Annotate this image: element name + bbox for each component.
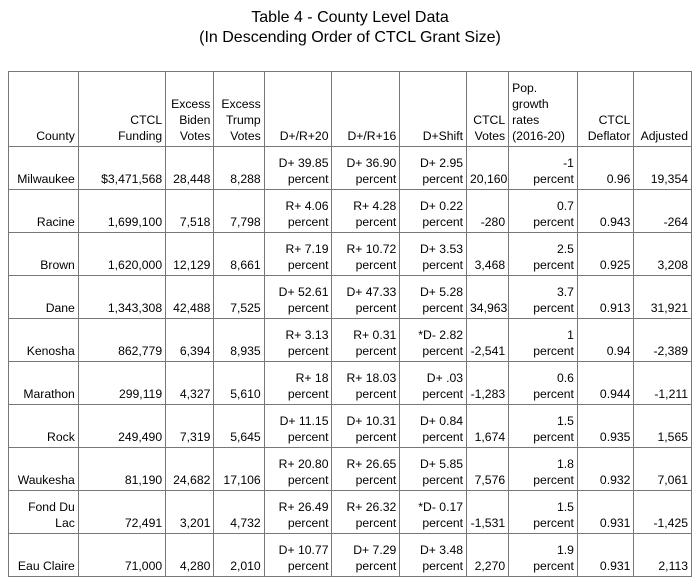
county-header	[9, 72, 79, 147]
pop-growth-rate-cell: 1.5 percent	[509, 405, 578, 448]
ctcl-votes-cell: 7,576	[467, 448, 509, 491]
excess-biden-votes-header-label: Excess Biden Votes	[171, 97, 211, 143]
ctcl-votes-header	[467, 72, 509, 147]
d-r-20-cell: D+ 11.15 percent	[264, 405, 332, 448]
county-header-label: County	[36, 129, 75, 143]
pop-growth-rate-cell: 0.7 percent	[509, 190, 578, 233]
excess-biden-votes-cell: 12,129	[166, 233, 214, 276]
county-cell: Kenosha	[9, 319, 79, 362]
pop-growth-rate-cell: 1.8 percent	[509, 448, 578, 491]
pop-growth-rate-cell: 3.7 percent	[509, 276, 578, 319]
excess-trump-votes-cell: 8,661	[214, 233, 264, 276]
excess-trump-votes-cell: 5,610	[214, 362, 264, 405]
d-r-20-header	[264, 72, 332, 147]
d-r-16-cell: D+ 10.31 percent	[332, 405, 400, 448]
ctcl-votes-cell: 34,963	[467, 276, 509, 319]
ctcl-deflator-cell: 0.931	[577, 491, 633, 534]
county-cell: Brown	[9, 233, 79, 276]
adjusted-cell: -1,211	[634, 362, 692, 405]
ctcl-deflator-header-label: CTCL Deflator	[587, 113, 631, 143]
d-shift-cell: *D- 2.82 percent	[400, 319, 467, 362]
table-row	[9, 319, 692, 362]
ctcl-votes-cell: -280	[467, 190, 509, 233]
ctcl-votes-cell: -1,283	[467, 362, 509, 405]
table-row	[9, 448, 692, 491]
ctcl-funding-header	[78, 72, 165, 147]
excess-trump-votes-cell: 17,106	[214, 448, 264, 491]
table-title-line-2: (In Descending Order of CTCL Grant Size)	[199, 29, 501, 46]
ctcl-deflator-cell: 0.944	[577, 362, 633, 405]
excess-biden-votes-cell: 4,280	[166, 534, 214, 577]
excess-biden-votes-header	[166, 72, 214, 147]
ctcl-funding-cell: 71,000	[78, 534, 165, 577]
table-title-line-1: Table 4 - County Level Data	[251, 9, 449, 26]
excess-biden-votes-cell: 6,394	[166, 319, 214, 362]
ctcl-funding-cell: 249,490	[78, 405, 165, 448]
table-title	[0, 8, 700, 48]
county-cell: Marathon	[9, 362, 79, 405]
ctcl-deflator-cell: 0.94	[577, 319, 633, 362]
table-row	[9, 276, 692, 319]
ctcl-funding-cell: 72,491	[78, 491, 165, 534]
county-cell: Milwaukee	[9, 147, 79, 190]
pop-growth-rate-cell: 1 percent	[509, 319, 578, 362]
ctcl-funding-cell: 1,343,308	[78, 276, 165, 319]
table-row	[9, 233, 692, 276]
table-row	[9, 405, 692, 448]
table-row	[9, 147, 692, 190]
adjusted-cell: -2,389	[634, 319, 692, 362]
county-cell: Racine	[9, 190, 79, 233]
ctcl-votes-cell: -1,531	[467, 491, 509, 534]
table-row	[9, 362, 692, 405]
pop-growth-rate-cell: 2.5 percent	[509, 233, 578, 276]
pop-growth-rates-header-label: Pop. growth rates (2016-20)	[512, 81, 565, 143]
table-body	[9, 147, 692, 577]
ctcl-deflator-cell: 0.931	[577, 534, 633, 577]
d-shift-cell: D+ 2.95 percent	[400, 147, 467, 190]
d-shift-cell: D+ 0.22 percent	[400, 190, 467, 233]
ctcl-funding-cell: 299,119	[78, 362, 165, 405]
ctcl-deflator-cell: 0.913	[577, 276, 633, 319]
ctcl-funding-cell: 1,699,100	[78, 190, 165, 233]
d-shift-cell: D+ 3.53 percent	[400, 233, 467, 276]
ctcl-funding-header-label: CTCL Funding	[118, 113, 163, 143]
ctcl-deflator-header	[577, 72, 633, 147]
ctcl-funding-cell: 81,190	[78, 448, 165, 491]
county-cell: Waukesha	[9, 448, 79, 491]
adjusted-cell: 1,565	[634, 405, 692, 448]
adjusted-cell: 7,061	[634, 448, 692, 491]
d-r-16-header	[332, 72, 400, 147]
header-row	[9, 72, 692, 147]
pop-growth-rate-cell: 1.9 percent	[509, 534, 578, 577]
d-r-20-cell: R+ 4.06 percent	[264, 190, 332, 233]
adjusted-cell: -264	[634, 190, 692, 233]
d-r-20-cell: R+ 20.80 percent	[264, 448, 332, 491]
d-shift-cell: D+ 3.48 percent	[400, 534, 467, 577]
adjusted-cell: 3,208	[634, 233, 692, 276]
table-row	[9, 534, 692, 577]
excess-trump-votes-cell: 7,798	[214, 190, 264, 233]
d-shift-cell: D+ 5.85 percent	[400, 448, 467, 491]
d-r-20-cell: R+ 18 percent	[264, 362, 332, 405]
county-cell: Dane	[9, 276, 79, 319]
ctcl-votes-cell: -2,541	[467, 319, 509, 362]
excess-trump-votes-header-label: Excess Trump Votes	[221, 97, 261, 143]
d-shift-cell: D+ 0.84 percent	[400, 405, 467, 448]
d-r-16-cell: D+ 47.33 percent	[332, 276, 400, 319]
ctcl-votes-cell: 1,674	[467, 405, 509, 448]
d-r-16-cell: R+ 18.03 percent	[332, 362, 400, 405]
d-shift-cell: *D- 0.17 percent	[400, 491, 467, 534]
ctcl-votes-cell: 2,270	[467, 534, 509, 577]
adjusted-header-label: Adjusted	[640, 129, 688, 143]
excess-trump-votes-cell: 8,288	[214, 147, 264, 190]
excess-biden-votes-cell: 3,201	[166, 491, 214, 534]
table-row	[9, 491, 692, 534]
d-shift-cell: D+ .03 percent	[400, 362, 467, 405]
d-r-20-cell: R+ 7.19 percent	[264, 233, 332, 276]
d-r-16-cell: R+ 10.72 percent	[332, 233, 400, 276]
excess-biden-votes-cell: 7,518	[166, 190, 214, 233]
d-r-16-cell: R+ 4.28 percent	[332, 190, 400, 233]
ctcl-funding-cell: 1,620,000	[78, 233, 165, 276]
excess-trump-votes-cell: 4,732	[214, 491, 264, 534]
ctcl-deflator-cell: 0.943	[577, 190, 633, 233]
d-r-16-cell: D+ 7.29 percent	[332, 534, 400, 577]
ctcl-deflator-cell: 0.96	[577, 147, 633, 190]
d-r-16-cell: R+ 26.32 percent	[332, 491, 400, 534]
d-shift-header	[400, 72, 467, 147]
excess-trump-votes-cell: 8,935	[214, 319, 264, 362]
ctcl-votes-header-label: CTCL Votes	[473, 113, 506, 143]
adjusted-cell: 19,354	[634, 147, 692, 190]
excess-biden-votes-cell: 28,448	[166, 147, 214, 190]
pop-growth-rate-cell: 1.5 percent	[509, 491, 578, 534]
d-r-16-cell: R+ 26.65 percent	[332, 448, 400, 491]
d-r-16-cell: D+ 36.90 percent	[332, 147, 400, 190]
table-header	[9, 72, 692, 147]
excess-biden-votes-cell: 24,682	[166, 448, 214, 491]
ctcl-votes-cell: 3,468	[467, 233, 509, 276]
excess-trump-votes-cell: 2,010	[214, 534, 264, 577]
d-r-20-cell: D+ 10.77 percent	[264, 534, 332, 577]
d-r-20-cell: D+ 39.85 percent	[264, 147, 332, 190]
ctcl-deflator-cell: 0.935	[577, 405, 633, 448]
excess-biden-votes-cell: 4,327	[166, 362, 214, 405]
adjusted-header	[634, 72, 692, 147]
county-data-table	[8, 71, 692, 577]
d-r-20-header-label: D+/R+20	[279, 129, 329, 143]
excess-trump-votes-cell: 5,645	[214, 405, 264, 448]
d-shift-header-label: D+Shift	[422, 129, 464, 143]
d-r-20-cell: R+ 3.13 percent	[264, 319, 332, 362]
ctcl-votes-cell: 20,160	[467, 147, 509, 190]
d-r-20-cell: D+ 52.61 percent	[264, 276, 332, 319]
pop-growth-rates-header	[509, 72, 578, 147]
adjusted-cell: -1,425	[634, 491, 692, 534]
d-r-20-cell: R+ 26.49 percent	[264, 491, 332, 534]
adjusted-cell: 2,113	[634, 534, 692, 577]
county-cell: Eau Claire	[9, 534, 79, 577]
d-r-16-header-label: D+/R+16	[347, 129, 397, 143]
ctcl-funding-cell: 862,779	[78, 319, 165, 362]
pop-growth-rate-cell: -1 percent	[509, 147, 578, 190]
excess-trump-votes-cell: 7,525	[214, 276, 264, 319]
excess-biden-votes-cell: 7,319	[166, 405, 214, 448]
adjusted-cell: 31,921	[634, 276, 692, 319]
county-cell: Fond Du Lac	[9, 491, 79, 534]
ctcl-deflator-cell: 0.925	[577, 233, 633, 276]
excess-biden-votes-cell: 42,488	[166, 276, 214, 319]
table-row	[9, 190, 692, 233]
excess-trump-votes-header	[214, 72, 264, 147]
pop-growth-rate-cell: 0.6 percent	[509, 362, 578, 405]
d-shift-cell: D+ 5.28 percent	[400, 276, 467, 319]
d-r-16-cell: R+ 0.31 percent	[332, 319, 400, 362]
county-cell: Rock	[9, 405, 79, 448]
ctcl-funding-cell: $3,471,568	[78, 147, 165, 190]
ctcl-deflator-cell: 0.932	[577, 448, 633, 491]
